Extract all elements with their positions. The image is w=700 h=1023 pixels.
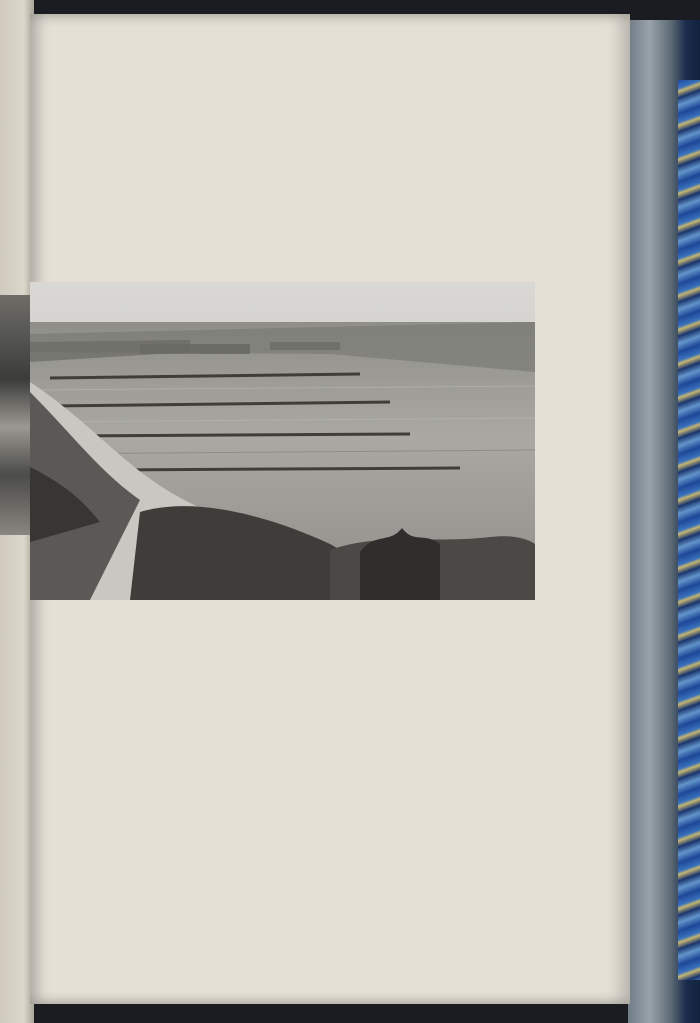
marbled-page-edge bbox=[678, 80, 700, 980]
left-page-edge bbox=[0, 0, 34, 1023]
left-page-photo-fragment bbox=[0, 295, 30, 535]
book-page bbox=[30, 14, 630, 1004]
book-cover-edge bbox=[628, 20, 700, 1023]
river-photo bbox=[30, 282, 535, 600]
river-photo-image bbox=[30, 282, 535, 600]
